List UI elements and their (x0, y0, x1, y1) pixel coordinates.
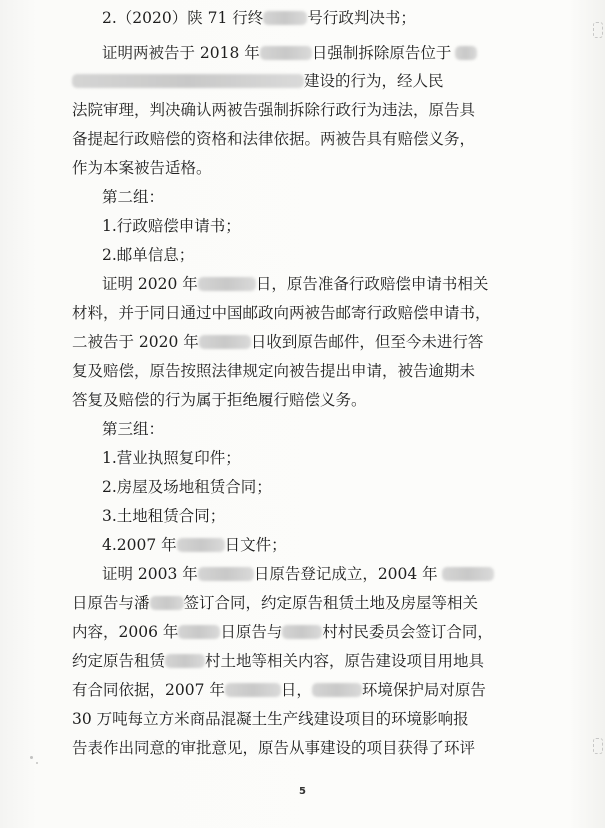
text-line: 2.（2020）陕 71 行终 号行政判决书； (102, 9, 416, 27)
text-line: 作为本案被告适格。 (72, 159, 212, 177)
redaction (263, 11, 307, 25)
list-item: 2.邮单信息； (102, 246, 195, 264)
scan-artifact (593, 22, 603, 38)
redaction (260, 46, 312, 60)
redaction (199, 335, 251, 349)
text-line: 建设的行为，经人民 (72, 71, 542, 91)
text-line: 备提起行政赔偿的资格和法律依据。两被告具有赔偿义务， (72, 130, 476, 148)
list-item: 1.营业执照复印件； (102, 449, 241, 467)
redaction (178, 625, 220, 639)
text-line: 二被告于 2020 年 日收到原告邮件，但至今未进行答 (72, 333, 484, 351)
text-line: 证明两被告于 2018 年 日强制拆除原告位于 (102, 43, 572, 63)
text-line: 有合同依据，2007 年 日， 环境保护局对原告 (72, 681, 486, 699)
redaction (198, 277, 256, 291)
redaction (282, 625, 322, 639)
list-item: 4.2007 年 日文件； (102, 536, 287, 554)
text-line: 法院审理，判决确认两被告强制拆除行政行为违法，原告具 (72, 101, 476, 119)
redaction (165, 654, 205, 668)
text-line: 证明 2020 年 日，原告准备行政赔偿申请书相关 (102, 275, 489, 293)
list-item: 3.土地租赁合同； (102, 507, 226, 525)
redaction (150, 596, 184, 610)
redaction (455, 46, 477, 60)
page-number: 5 (299, 786, 306, 797)
text-line: 复及赔偿，原告按照法律规定向被告提出申请，被告逾期未 (72, 362, 476, 380)
scan-speck (30, 756, 33, 759)
redaction (72, 74, 304, 88)
scan-speck (36, 762, 38, 764)
text-line: 材料，并于同日通过中国邮政向两被告邮寄行政赔偿申请书， (72, 304, 491, 322)
redaction (312, 683, 362, 697)
scan-artifact (593, 738, 603, 754)
text-line: 日原告与潘 签订合同，约定原告租赁土地及房屋等相关 (72, 594, 479, 612)
redaction (442, 567, 494, 581)
text-line: 内容，2006 年 日原告与 村村民委员会签订合同， (72, 623, 493, 641)
redaction (225, 683, 281, 697)
list-item: 1.行政赔偿申请书； (102, 217, 241, 235)
list-item: 2.房屋及场地租赁合同； (102, 478, 272, 496)
text-line: 约定原告租赁 村土地等相关内容，原告建设项目用地具 (72, 652, 485, 670)
text-line: 答复及赔偿的行为属于拒绝履行赔偿义务。 (72, 391, 367, 409)
text-line: 30 万吨每立方米商品混凝土生产线建设项目的环境影响报 (72, 710, 469, 728)
text-line: 证明 2003 年 日原告登记成立，2004 年 (102, 564, 572, 584)
section-heading: 第三组： (102, 420, 165, 438)
redaction (177, 538, 225, 552)
section-heading: 第二组： (102, 188, 165, 206)
text-line: 告表作出同意的审批意见，原告从事建设的项目获得了环评 (72, 739, 476, 757)
redaction (198, 567, 254, 581)
